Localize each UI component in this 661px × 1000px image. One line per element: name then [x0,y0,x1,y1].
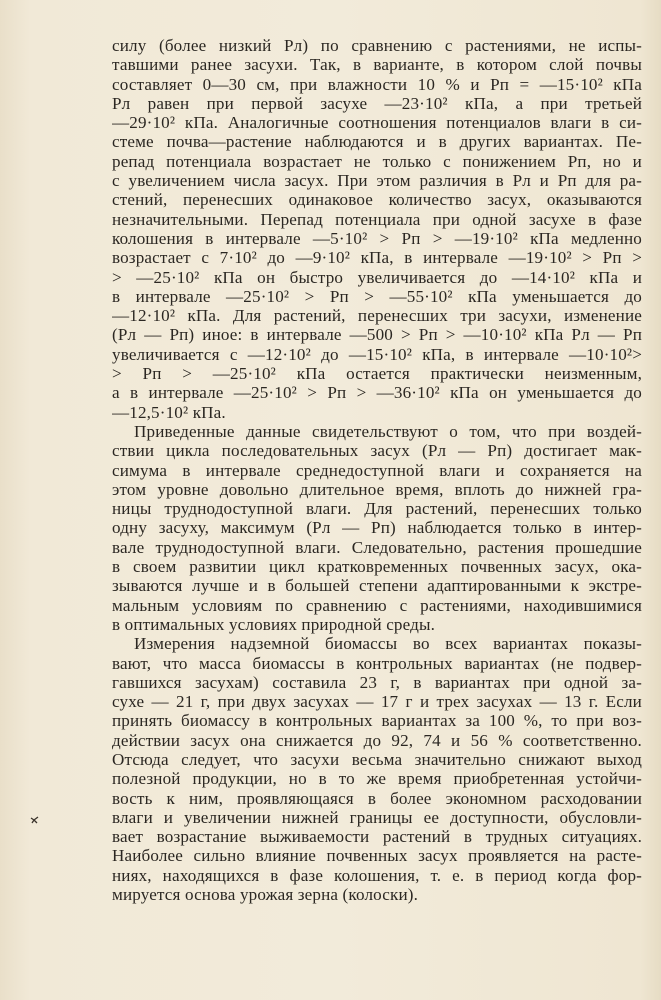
text-line: незначительными. Перепад потенциала при одной засухе в фазе [112,209,642,229]
text-line: вают, что масса биомассы в контрольных вариантах (не подвер- [112,653,642,673]
text-line: зываются лучше и в большей степени адаптированными к экстре- [112,576,642,596]
margin-ink-mark-icon [30,815,40,825]
text-line: мальным условиям по сравнению с растениями, находившимися [112,595,642,615]
text-line: —29·10² кПа. Аналогичные соотношения потенциалов влаги в си- [112,113,642,133]
paragraph-1 [112,36,642,422]
text-line: одну засуху, максимум (Pл — Pп) наблюдается только в интер- [112,518,642,538]
text-line: влаги и увеличении нижней границы ее доступности, обусловли- [112,807,642,827]
text-line: принять биомассу в контрольных вариантах за 100 %, то при воз- [112,711,642,731]
text-line: (Pл — Pп) иное: в интервале —500 > Pп > —10·10² кПа Pл — Pп [112,325,642,345]
text-line: этом уровне довольно длительное время, вплоть до нижней гра- [112,479,642,499]
text-line: в оптимальных условиях природной среды. [112,614,436,634]
text-line: тавшими ранее засухи. Так, в варианте, в котором слой почвы [112,55,642,75]
text-line: ницы труднодоступной влаги. Для растений, перенесших только [112,499,642,519]
text-line: симума в интервале среднедоступной влаги и сохраняется на [112,460,642,480]
text-line: Измерения надземной биомассы во всех вариантах показы- [134,634,642,654]
text-line: составляет 0—30 см, при влажности 10 % и Pп = —15·10² кПа [112,74,642,94]
text-line: Pл равен при первой засухе —23·10² кПа, а при третьей [112,93,642,113]
text-line: а в интервале —25·10² > Pп > —36·10² кПа он уменьшается до [112,383,642,403]
text-line: гавшихся засухам) составила 23 г, в вариантах при одной за- [112,672,642,692]
text-line: > Pп > —25·10² кПа остается практически неизменным, [112,364,642,384]
text-line: вале труднодоступной влаги. Следовательно, растения прошедшие [112,537,642,557]
text-line: —12,5·10² кПа. [112,402,226,422]
paragraph-2 [112,422,642,634]
text-line: мируется основа урожая зерна (колоски). [112,885,419,905]
text-line: силу (более низкий Pл) по сравнению с растениями, не испы- [112,36,642,55]
text-line: возрастает с 7·10² до —9·10² кПа, в интервале —19·10² > Pп > [112,248,642,268]
text-line: увеличивается с —12·10² до —15·10² кПа, в интервале —10·10²> [112,344,642,364]
text-line: Отсюда следует, что засухи весьма значительно снижают выход [112,749,642,769]
text-line: стеме почва—растение наблюдаются и в других вариантах. Пе- [112,132,642,152]
text-line: вает возрастание выживаемости растений в трудных ситуациях. [112,827,642,847]
text-line: вость к ним, проявляющаяся в более экономном расходовании [112,788,642,808]
text-line: Наиболее сильно влияние почвенных засух проявляется на расте- [112,846,642,866]
text-line: Приведенные данные свидетельствуют о том, что при воздей- [134,421,642,441]
text-line: > —25·10² кПа он быстро увеличивается до —14·10² кПа и [112,267,642,287]
text-line: полезной продукции, но в то же время приобретенная устойчи- [112,769,642,789]
text-line: с увеличением числа засух. При этом различия в Pл и Pп для ра- [112,171,642,191]
text-line: ствии цикла последовательных засух (Pл — Pп) достигает мак- [112,441,642,461]
text-line: колошения в интервале —5·10² > Pп > —19·10² кПа медленно [112,228,642,248]
text-line: сухе — 21 г, при двух засухах — 17 г и трех засухах — 13 г. Если [112,692,642,712]
text-line: —12·10² кПа. Для растений, перенесших три засухи, изменение [112,306,642,326]
page-text [112,36,642,904]
text-line: в интервале —25·10² > Pп > —55·10² кПа уменьшается до [112,286,642,306]
text-line: действии засух она снижается до 92, 74 и 56 % соответственно. [112,730,642,750]
text-line: репад потенциала возрастает не только с понижением Pп, но и [112,151,642,171]
text-line: ниях, находящихся в фазе колошения, т. е. в период когда фор- [112,865,642,885]
paragraph-3 [112,634,642,904]
text-line: в своем развитии цикл кратковременных почвенных засух, ока- [112,557,642,577]
text-line: стений, перенесших одинаковое количество засух, оказываются [112,190,642,210]
